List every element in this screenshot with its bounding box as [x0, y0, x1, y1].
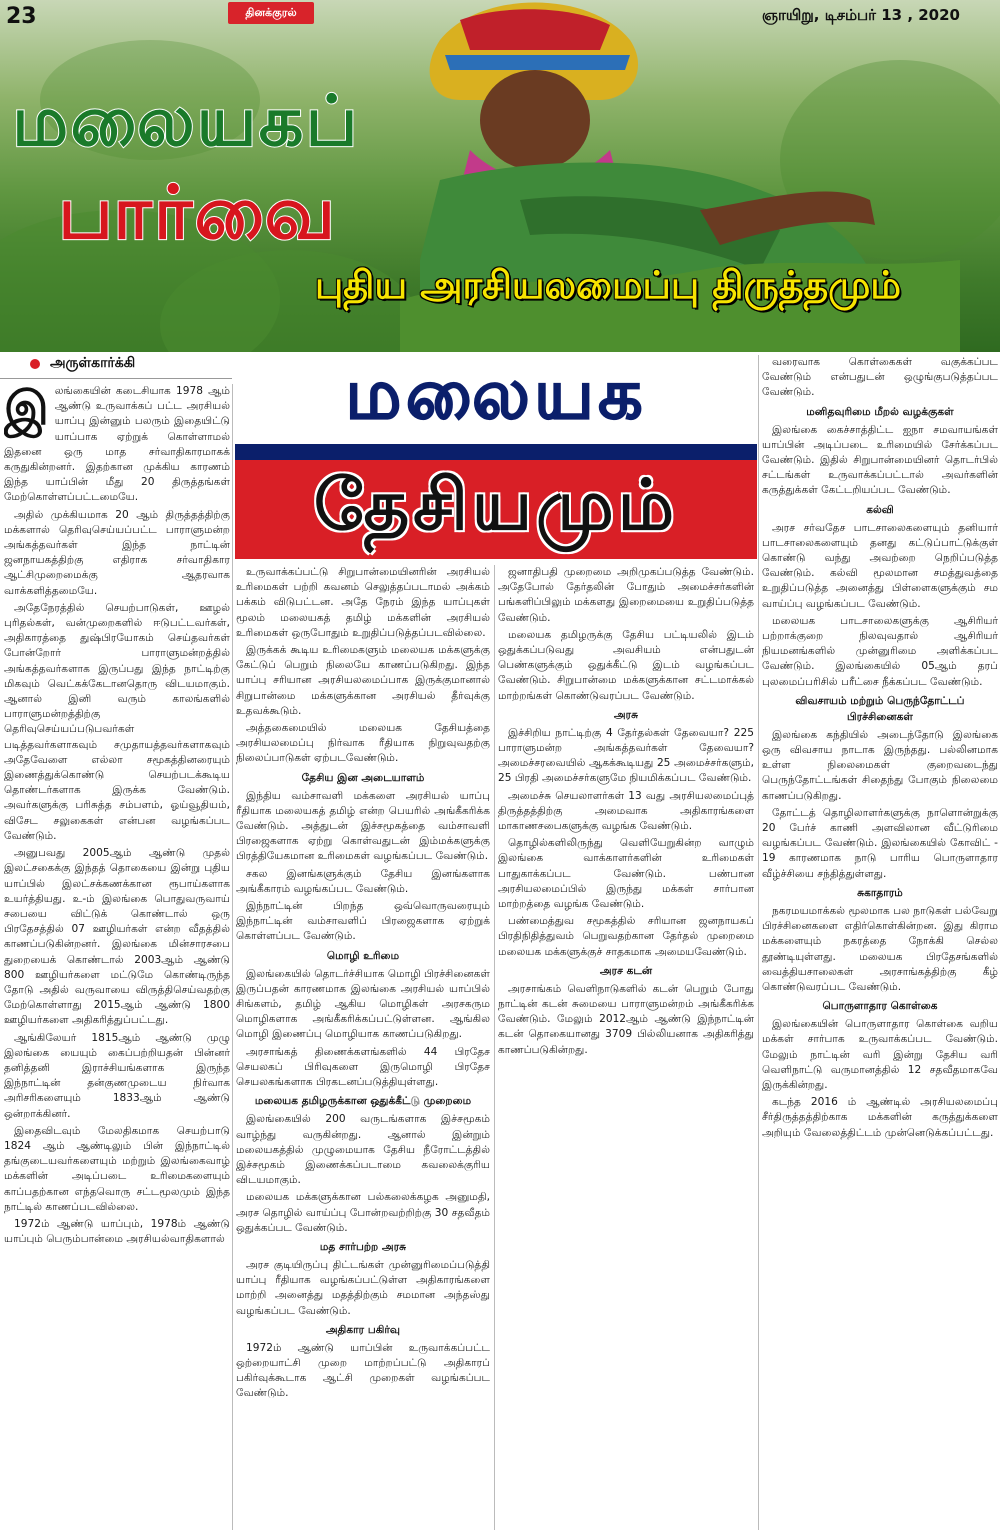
paragraph: பண்மைத்துவ சமூகத்தில் சரியான ஜனநாயகப் பிரதிநிதித்துவம் பெறுவதற்கான தேர்தல் முறைமை மலையக மக்களுக்குச் சாதகமாக அமையவேண்டும். [498, 915, 754, 958]
paragraph: அரசாங்கத் திணைக்களங்களில் 44 பிரதேச செயலகப் பிரிவுகளை இருமொழி பிரதேச செயலகங்களாக பிரகடனப்படுத்தியுள்ளது. [236, 1045, 490, 1089]
paragraph: அரச குடியிருப்பு திட்டங்கள் முன்னுரிமைப்படுத்தி யாப்பு ரீதியாக வழங்கப்பட்டுள்ள அதிகாரங்களை மாற்றி அனைத்து மதத்திற்கும் சமமான அந்தஸ்து வழங்கப்பட வேண்டும். [236, 1258, 490, 1317]
subsection-heading: மத சார்பற்ற அரசு [319, 1240, 407, 1253]
article-column-1 [4, 384, 230, 1530]
bullet-icon [30, 359, 40, 369]
main-headline [235, 352, 757, 559]
headline-stripe [235, 444, 757, 460]
subsection-heading: கல்வி [866, 503, 894, 516]
subsection-heading: அரசு [613, 708, 639, 721]
paragraph: இதைவிடவும் மேலதிகமாக செயற்பாடு 1824 ஆம் ஆண்டிலும் பின் இந்நாட்டில் தங்குடையவர்களையும் மற்றும் இலங்கைவாழ் மக்களின் அடிப்படை உரிமைகளையும் காப்பதற்கான எந்தவொரு சட்டமூலமும் இந்த நாட்டில் காணப்படவில்லை. [4, 1124, 230, 1213]
paragraph: அரசாங்கம் வெளிநாடுகளில் கடன் பெறும் போது நாட்டின் கடன் சுமையை பாராளுமன்றம் அங்கீகரிக்க வேண்டும். மேலும் 2012ஆம் ஆண்டு இந்நாட்டின் கடன் தொகையானது 3709 பில்லியனாக அதிகரித்து காணப்படுகின்றது. [498, 982, 754, 1056]
column-divider [232, 384, 233, 1530]
paragraph: அமைச்சு செயலாளர்கள் 13 வது அரசியலமைப்புத் திருத்தத்திற்கு அமைவாக அதிகாரங்களை மாகாணசபைகளுக்கு வழங்க வேண்டும். [498, 789, 754, 833]
paragraph: தொழில்களிலிருந்து வெளியேறுகின்ற வாழும் இலங்கை வாக்காளர்களின் உரிமைகள் பாதுகாக்கப்பட வேண்டும். பண்பான அரசியலமைப்பில் இருந்து மக்கள் சார்பான மாற்றத்தை வழங்க வேண்டும். [498, 837, 754, 911]
paragraph: லங்கையின் கடைசியாக 1978 ஆம் ஆண்டு உருவாக்கப் பட்ட அரசியல் யாப்பு இன்னும் பலரும் இதையிட்டு யாப்பாக ஏற்றுக் கொள்ளாமல் இதனை ஒரு மாத சர்வாதிகாரமாகக் கருதுகின்றனர். இதற்கான முக்கிய காரணம் இந்த யாப்பின் மீது 20 திருத்தங்கள் மேற்கொள்ளப்பட்டமையே. [4, 385, 230, 504]
subsection-heading: பொருளாதார கொள்கை [822, 1000, 938, 1013]
drop-cap: இ [4, 384, 49, 435]
subsection-heading: அரச கடன் [599, 964, 653, 977]
paragraph: கடந்த 2016 ம் ஆண்டில் அரசியலமைப்பு சீர்திருத்தத்திற்காக மக்களின் கருத்துக்களை அறியும் வேலைத்திட்டம் முன்னெடுக்கப்பட்டது. [762, 1096, 998, 1139]
paragraph: இலங்கையில் தொடர்ச்சியாக மொழி பிரச்சினைகள் இருப்பதன் காரணமாக இலங்கை அரசியல் யாப்பில் சிங்களம், தமிழ் ஆகிய மொழிகள் அரசகரும மொழிகளாக அங்கீகரிக்கப்பட்டுள்ளன. ஆங்கில மொழி இணைப்பு மொழியாக காணப்படுகிறது. [236, 967, 490, 1041]
article-column-2 [236, 565, 490, 1530]
paragraph: இருக்கக் கூடிய உரிமைகளும் மலையக மக்களுக்கு கேட்டுப் பெறும் நிலையே காணப்படுகிறது. இந்த யாப்பு சரியான அரசியலமைப்பாக இருக்குமானால் சிறுபான்மை மக்களுக்கான அரசியல் தீர்வுக்கு உதவக்கூடும். [236, 644, 490, 717]
subsection-heading: விவசாயம் மற்றும் பெருந்தோட்டப் பிரச்சினைகள் [795, 694, 965, 723]
author-name: அருள்கார்க்கி [50, 355, 136, 371]
column-divider [494, 565, 495, 1530]
paragraph: இலங்கையின் பொருளாதார கொள்கை வறிய மக்கள் சார்பாக உருவாக்கப்பட வேண்டும். மேலும் நாட்டின் வரி இன்று தேசிய வரி வெளிநாட்டு வருமானத்தில் 12 சதவீதமாகவே இருக்கின்றது. [762, 1018, 998, 1091]
paragraph: அரச சர்வதேச பாடசாலைகளையும் தனியார் பாடசாலைகளையும் தனது கட்டுப்பாட்டுக்குள் கொண்டு வந்து அவற்றை நெறிப்படுத்த வேண்டும். கல்வி மூலமான சமத்துவத்தை உறுதிப்படுத்த அனைத்து பிள்ளைகளுக்கும் சம வாய்ப்பு வழங்கப்பட வேண்டும். [762, 521, 998, 610]
paragraph: இலங்கை கந்தியில் அடைந்தோடு இலங்கை ஒரு விவசாய நாடாக இருந்தது. பல்லினமாக உள்ள நிலைமைகள் குறைவடைந்து பெருந்தோட்டங்கள் சிதைந்து போகும் நிலைமை காணப்படுகிறது. [762, 728, 998, 802]
paragraph: சகல இனங்களுக்கும் தேசிய இனங்களாக அங்கீகாரம் வழங்கப்பட வேண்டும். [236, 867, 490, 895]
section-title-line-1: மலையகப் [12, 80, 360, 162]
headline-line-1: மலையக [235, 352, 757, 444]
dateline: ஞாயிறு, டிசம்பர் 13 , 2020 [761, 6, 960, 24]
paragraph: இலங்கை கைச்சாத்திட்ட ஐநா சமவாயங்கள் யாப்பின் அடிப்படை உரிமையில் சேர்க்கப்பட வேண்டும். இதில் சிறுபான்மையினர் தொடர்பில் சட்டங்கள் உருவாக்கப்பட்டால் அவர்களின் கருத்துக்கள் கேட்டறியப்பட வேண்டும். [762, 423, 998, 497]
paragraph: தோட்டத் தொழிலாளர்களுக்கு நாளொன்றுக்கு 20 பேர்ச் காணி அளவிலான வீட்டுரிமை வழங்கப்பட வேண்டும். இலங்கையில் கோவிட் - 19 காரணமாக நாடு பாரிய பொருளாதார வீழ்ச்சியை சந்தித்துள்ளது. [762, 806, 998, 880]
subsection-heading: சுகாதாரம் [857, 886, 903, 899]
paragraph: வரைவாக கொள்கைகள் வகுக்கப்பட வேண்டும் என்பதுடன் ஒழுங்குபடுத்தப்பட வேண்டும். [762, 356, 998, 399]
paragraph: இலங்கையில் 200 வருடங்களாக இச்சமூகம் வாழ்ந்து வருகின்றது. ஆனால் இன்றும் மலையகத்தில் முழுமையாக தேசிய நீரோட்டத்தில் இச்சமூகம் இணைக்கப்படாமை கவலைக்குரிய விடயமாகும். [236, 1113, 490, 1187]
paragraph: மலையக மக்களுக்கான பல்கலைக்கழக அனுமதி, அரச தொழில் வாய்ப்பு போன்றவற்றிற்கு 30 சதவீதம் ஒதுக்கப்பட வேண்டும். [236, 1191, 490, 1234]
byline [30, 355, 135, 373]
paragraph: மலையக பாடசாலைகளுக்கு ஆசிரியர் பற்றாக்குறை நிலவுவதால் ஆசிரியர் நியமனங்களில் முன்னுரிமை அளிக்கப்பட வேண்டும். இலங்கையில் 05ஆம் தரப் புலமைப்பரிசில் பரீட்சை நீக்கப்பட வேண்டும். [762, 614, 998, 688]
paragraph: ஜனாதிபதி முறைமை அறிமுகப்படுத்த வேண்டும். அதேபோல் தேர்தலின் போதும் அமைச்சர்களின் பங்களிப்பிலும் மக்களது இறைமையை உறுதிப்படுத்த வேண்டும். [498, 566, 754, 624]
paragraph: இந்திய வம்சாவளி மக்களை அரசியல் யாப்பு ரீதியாக மலையகத் தமிழ் என்ற பெயரில் அங்கீகரிக்க வேண்டும். அத்துடன் இச்சமூகத்தை வம்சாவளி பிரஜைகளாக ஏற்று கொள்வதுடன் இம்மக்களுக்கு பிரத்தியேகமான உரிமைகள் வழங்கப்பட வேண்டும். [236, 789, 490, 863]
paragraph: அத்தகைமையில் மலையக தேசியத்தை அரசியலமைப்பு நிர்வாக ரீதியாக நிறுவுவதற்கு நிலைப்பாடுகள் ஏற்படவேண்டும். [236, 722, 490, 765]
paragraph: இந்நாட்டின் பிறந்த ஒவ்வொருவரையும் இந்நாட்டின் வம்சாவளிப் பிரஜைகளாக ஏற்றுக் கொள்ளப்பட வேண்டும். [236, 900, 490, 943]
section-title-line-2: பார்வை [58, 170, 338, 256]
paragraph: 1972ம் ஆண்டு யாப்பும், 1978ம் ஆண்டு யாப்பும் பெரும்பான்மை அரசியல்வாதிகளால் [4, 1217, 230, 1246]
subsection-heading: மலையக தமிழருக்கான ஒதுக்கீட்டு முறைமை [254, 1095, 472, 1108]
page-number: 23 [6, 4, 37, 29]
subsection-heading: மொழி உரிமை [326, 949, 400, 962]
subheading: புதிய அரசியலமைப்பு திருத்தமும் [315, 263, 901, 307]
newspaper-logo: தினக்குரல் [228, 2, 314, 24]
headline-line-2: தேசியமும் [235, 460, 757, 559]
paragraph: உருவாக்கப்பட்டு சிறுபான்மையினரின் அரசியல் உரிமைகள் பற்றி கவனம் செலுத்தப்படாமல் அக்கம் பக்கம் விடுபட்டன. அதே நேரம் இந்த யாப்புகள் மூலம் மலையகத் தமிழ் மக்களின் அரசியல் உரிமைகள் ஒருபோதும் உறுதிப்படுத்தப்படவில்லை. [236, 566, 490, 639]
subsection-heading: தேசிய இன அடையாளம் [301, 771, 425, 784]
paragraph: மலையக தமிழருக்கு தேசிய பட்டியலில் இடம் ஒதுக்கப்படுவது அவசியம் என்பதுடன் பெண்களுக்கும் ஒதுக்கீட்டு இடம் வழங்கப்பட வேண்டும். சிறுபான்மை மக்களுக்கான சட்டமாக்கல் மாற்றங்கள் கொண்டுவரப்பட வேண்டும். [498, 628, 754, 702]
subsection-heading: மனிதவுரிமை மீறல் வழக்குகள் [806, 405, 954, 418]
paragraph: அதேநேரத்தில் செயற்பாடுகள், ஊழல் புரிதல்கள், வன்முறைகளில் ஈடுபட்டவர்கள், அதிகாரத்தை துஷ்பிரயோகம் செய்தவர்கள் போன்றோர் பாராளுமன்றத்தில் அங்கத்தவர்களாக இருப்பது இந்த நாட்டிற்கு மிகவும் வெட்கக்கேடானதொரு விடயமாகும். ஆனால் இனி வரும் காலங்களில் பாராளுமன்றத்திற்கு தெரிவுசெய்யப்படுபவர்கள் படித்தவர்களாகவும் சமுதாயத்தவர்களாகவும் அதேவேளை எல்லா சமூகத்தினரையும் இணைத்துக்கொண்டு செயற்படக்கூடிய தொண்டர்களாக இருக்க வேண்டும். அவர்களுக்கு பரிசுத்த சம்பளம், ஓய்வூதியம், விசேட சலுகைகள் என்பன வழங்கப்பட வேண்டும். [4, 601, 230, 842]
hero-banner [0, 0, 1000, 352]
divider [0, 378, 232, 379]
article-column-4 [762, 355, 998, 1530]
paragraph: இச்சிறிய நாட்டிற்கு 4 தேர்தல்கள் தேவையா? 225 பாராளுமன்ற அங்கத்தவர்கள் தேவையா? அமைச்சரவையில் ஆகக்கூடியது 25 அமைச்சர்களும், 25 பிரதி அமைச்சர்களுமே நியமிக்கப்பட வேண்டும். [498, 726, 754, 785]
paragraph: அனுபவது 2005ஆம் ஆண்டு முதல் இலட்சகைக்கு இந்தத் தொகையை இன்று புதிய யாப்பில் இலட்சக்கணக்கான ரூபாய்களாக உயர்த்தியது. உ-ம் இலங்கை பொதுவருவாய் சபையை விட்டுக் கொண்டால் ஒரு பிரதேசத்தில் 07 ஊழியர்கள் என்ற வீதத்தில் காணப்படுகின்றனர். இலங்கை மின்சாரசபை துறையைக் கொண்டால் 2003ஆம் ஆண்டு 800 ஊழியர்களை மட்டுமே கொண்டிருந்த தோடு அதில் வருவாயை விருத்திசெய்வதற்கு மேற்கொள்ளாது 2015ஆம் ஆண்டு 1800 ஊழியர்களை அதிகரித்துப்பட்டது. [4, 847, 230, 1027]
paragraph: அதில் முக்கியமாக 20 ஆம் திருத்தத்திற்கு மக்களால் தெரிவுசெய்யப்பட்ட பாராளுமன்ற அங்கத்தவர்கள் இந்த நாட்டின் ஜனநாயகத்திற்கு எதிராக சர்வாதிகார ஆட்சிமுறைமைக்கு ஆதரவாக வாக்களித்தமையே. [4, 508, 230, 597]
column-divider [758, 355, 759, 1530]
paragraph: 1972ம் ஆண்டு யாப்பின் உருவாக்கப்பட்ட ஒற்றையாட்சி முறை மாற்றப்பட்டு அதிகாரப் பகிர்வுக்கூடாக ஆட்சி முறைகள் வழங்கப்பட வேண்டும். [236, 1341, 490, 1400]
article-column-3 [498, 565, 754, 1530]
subsection-heading: அதிகார பகிர்வு [325, 1323, 401, 1336]
paragraph: ஆங்கிலேயர் 1815ஆம் ஆண்டு முழு இலங்கை யையும் கைப்பற்றியதன் பின்னர் தனித்தனி இராச்சியங்களாக இருந்த இந்நாட்டின் தன்குணமுடைய நிர்வாக அரிசரிகளையும் 1833ஆம் ஆண்டு ஒன்றாக்கினர். [4, 1031, 230, 1120]
paragraph: நகரமயமாக்கல் மூலமாக பல நாடுகள் பல்வேறு பிரச்சினைகளை எதிர்கொள்கின்றன. இது கிராம மக்களையும் நகரத்தை நோக்கி செல்ல தூண்டியுள்ளது. மலையக பிரதேசங்களில் வைத்தியசாலைகள் அரசாங்கத்திற்கு கீழ் கொண்டுவரப்பட வேண்டும். [762, 904, 998, 993]
